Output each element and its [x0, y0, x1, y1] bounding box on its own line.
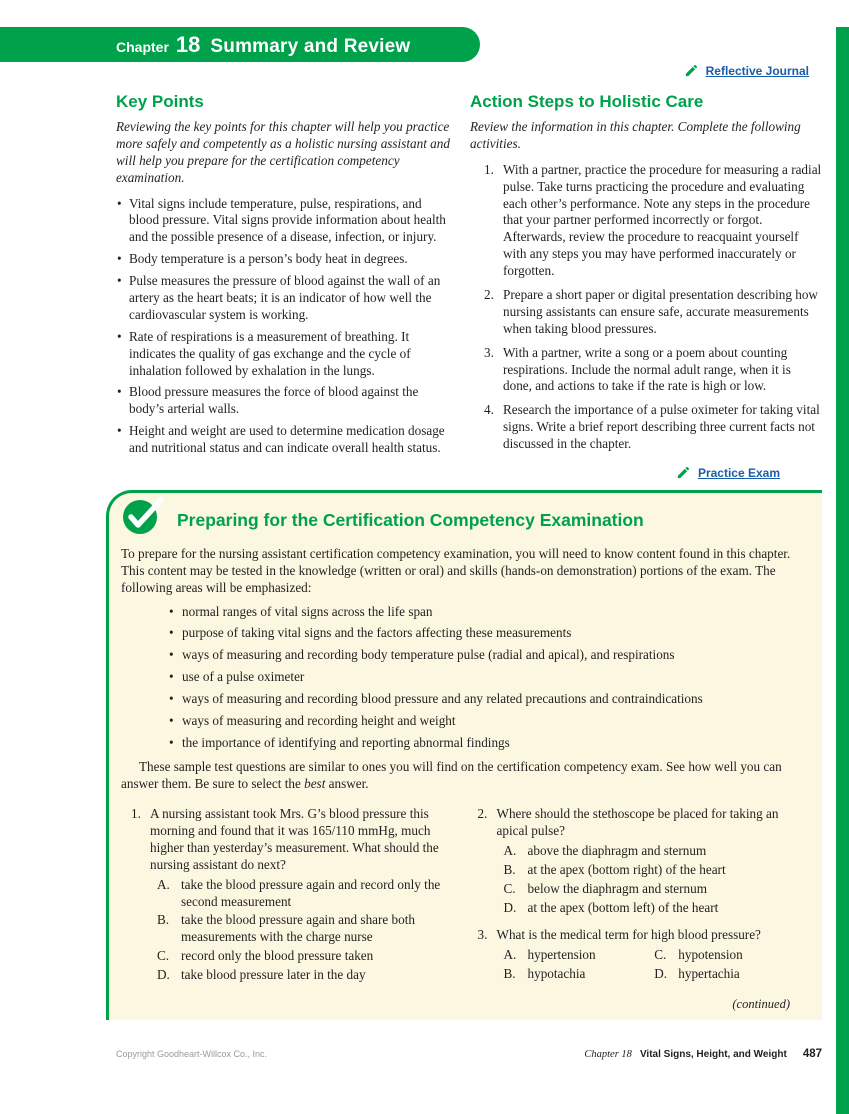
choice-letter: B. [157, 912, 170, 928]
choice-letter: B. [503, 861, 516, 877]
page-number: 487 [802, 1047, 822, 1060]
emphasized-areas-list [169, 604, 804, 752]
item-number: 4. [484, 402, 494, 418]
choice-letter: D. [157, 967, 170, 983]
certification-box [106, 490, 822, 1020]
answer-choice [497, 862, 799, 879]
item-number: 2. [484, 287, 494, 303]
choice-text: take the blood pressure again and share both measurements with the charge nurse [181, 912, 416, 945]
chapter-banner [0, 27, 480, 62]
sample-intro-emphasis: best [304, 775, 326, 791]
key-point-item: • Height and weight are used to determine medication dosage and nutritional status and can indicate overall health status. [116, 423, 450, 457]
choice-text: at the apex (bottom left) of the heart [527, 899, 719, 915]
pencil-icon [676, 465, 691, 480]
answer-choice [497, 843, 799, 860]
question-text: What is the medical term for high blood pressure? [496, 927, 761, 943]
copyright-text: Copyright Goodheart-Willcox Co., Inc. [116, 1048, 268, 1059]
answer-choices [150, 877, 452, 984]
answer-choice [150, 967, 452, 984]
key-points-list [116, 196, 450, 457]
reflective-journal-link[interactable]: Reflective Journal [705, 63, 809, 78]
questions-column-right [478, 806, 799, 995]
question-body [497, 927, 799, 985]
choice-letter: A. [503, 947, 517, 963]
footer-chapter: Chapter 18 [584, 1048, 632, 1060]
question-text: Where should the stethoscope be placed for taking an apical pulse? [496, 806, 779, 838]
pencil-icon [684, 63, 699, 78]
summary-columns [116, 92, 822, 480]
practice-exam-link[interactable]: Practice Exam [697, 465, 780, 480]
choice-text: hypotachia [527, 966, 586, 982]
choice-text: take the blood pressure again and record only the second measurement [181, 876, 441, 909]
choice-letter: D. [503, 899, 517, 915]
answer-choice [150, 912, 452, 946]
action-step-item [484, 287, 822, 338]
sample-questions-intro [121, 758, 804, 792]
page-footer [116, 1048, 822, 1060]
footer-section-title: Vital Signs, Height, and Weight [639, 1048, 787, 1060]
question-number: 2. [477, 806, 488, 822]
certification-intro: To prepare for the nursing assistant certification competency examination, you will need to know content found in this chapter. This content may be tested in the knowledge (written or oral) and skills (hands-on demonstration) portions of the exam. The following areas will be emphasized: [121, 546, 791, 596]
continued-label: (continued) [732, 996, 790, 1011]
checkmark-icon [121, 496, 165, 541]
key-points-heading: Key Points [116, 92, 204, 111]
key-point-item: • Vital signs include temperature, pulse, respirations, and blood pressure. Vital signs provide information about health and the possible presence of a disease, infection, or injury. [116, 196, 450, 247]
chapter-label: Chapter [116, 39, 169, 55]
choice-text: hypotension [678, 947, 743, 963]
answer-choice [647, 966, 798, 983]
item-number: 1. [484, 161, 494, 177]
item-text: Research the importance of a pulse oximeter for taking vital signs. Write a brief report describing three current facts not discussed in the chapter. [503, 402, 820, 452]
item-number: 3. [484, 344, 494, 360]
reflective-journal-row [684, 63, 809, 78]
key-point-item: • Blood pressure measures the force of blood against the body’s arterial walls. [116, 384, 450, 418]
sample-intro-text: These sample test questions are similar to ones you will find on the certification competency exam. See how well you can answer them. Be sure to select the [121, 758, 782, 791]
question [478, 927, 799, 985]
page-edge-bar [836, 27, 849, 1114]
question-number: 1. [131, 806, 141, 822]
key-points-section [116, 92, 450, 480]
practice-exam-row [470, 465, 822, 480]
choice-text: record only the blood pressure taken [181, 948, 374, 964]
answer-choice [497, 966, 648, 983]
answer-choice [497, 900, 799, 917]
choice-letter: B. [503, 966, 516, 982]
answer-choice [647, 947, 798, 964]
question-number: 3. [477, 927, 488, 943]
action-step-item [484, 402, 822, 453]
choice-letter: C. [654, 947, 667, 963]
choice-letter: C. [157, 948, 170, 964]
choice-text: hypertension [527, 947, 596, 963]
emphasized-area-item: • ways of measuring and recording blood pressure and any related precautions and contraindications [169, 691, 804, 708]
action-steps-intro: Review the information in this chapter. Complete the following activities. [470, 119, 801, 151]
question-text: A nursing assistant took Mrs. G’s blood pressure this morning and found that it was 165/110 mmHg, much higher than yesterday’s measurement. What should the nursing assistant do next? [150, 806, 439, 872]
sample-intro-text: answer. [325, 775, 369, 791]
answer-choices [497, 843, 799, 917]
question-body [150, 806, 452, 986]
emphasized-area-item: • purpose of taking vital signs and the factors affecting these measurements [169, 625, 804, 642]
emphasized-area-item: • ways of measuring and recording height and weight [169, 713, 804, 730]
choice-letter: D. [654, 966, 668, 982]
answer-choices [497, 947, 799, 985]
key-point-item: • Body temperature is a person’s body heat in degrees. [116, 251, 450, 268]
action-steps-section [470, 92, 822, 480]
certification-box-title: Preparing for the Certification Competency Examination [177, 510, 644, 531]
action-step-item [484, 162, 822, 280]
item-text: With a partner, practice the procedure for measuring a radial pulse. Take turns practicing the procedure and evaluating each other’s performance. Note any steps in the procedure that your partner performed incorrectly or forgot. Afterwards, review the procedure to reacquaint yourself with any steps you may have performed inaccurately or forgotten. [503, 161, 822, 279]
sample-questions [121, 806, 804, 995]
answer-choice [497, 881, 799, 898]
emphasized-area-item: • use of a pulse oximeter [169, 669, 804, 686]
answer-choice [150, 948, 452, 965]
question [131, 806, 452, 986]
choice-letter: C. [503, 880, 516, 896]
key-point-item: • Pulse measures the pressure of blood against the wall of an artery as the heart beats; it is an indicator of how well the cardiovascular system is working. [116, 273, 450, 324]
action-steps-list [470, 162, 822, 453]
action-step-item [484, 345, 822, 396]
emphasized-area-item: • normal ranges of vital signs across the life span [169, 604, 804, 621]
item-text: With a partner, write a song or a poem about counting respirations. Include the normal adult range, when it is done, and actions to take if the rate is high or low. [503, 344, 791, 394]
choice-text: take blood pressure later in the day [181, 967, 366, 983]
chapter-banner-title: Summary and Review [210, 36, 411, 57]
emphasized-area-item: • ways of measuring and recording body temperature pulse (radial and apical), and respirations [169, 647, 804, 664]
choice-text: above the diaphragm and sternum [527, 842, 707, 858]
answer-choice [150, 877, 452, 911]
question [478, 806, 799, 918]
choice-letter: A. [503, 842, 517, 858]
choice-text: at the apex (bottom right) of the heart [527, 861, 726, 877]
chapter-number: 18 [175, 32, 201, 57]
answer-choice [497, 947, 648, 964]
choice-letter: A. [157, 876, 170, 892]
questions-column-left [131, 806, 452, 995]
choice-text: below the diaphragm and sternum [527, 880, 707, 896]
emphasized-area-item: • the importance of identifying and reporting abnormal findings [169, 735, 804, 752]
item-text: Prepare a short paper or digital presentation describing how nursing assistants can ensure safe, accurate measurements when taking blood pressures. [503, 287, 818, 336]
question-body [497, 806, 799, 918]
footer-right [584, 1048, 822, 1060]
key-points-intro: Reviewing the key points for this chapter will help you practice more safely and competently as a holistic nursing assistant and will help you prepare for the certification competency examination. [116, 119, 450, 185]
choice-text: hypertachia [678, 966, 740, 982]
key-point-item: • Rate of respirations is a measurement of breathing. It indicates the quality of gas exchange and the cycle of inhalation followed by exhalation in the lungs. [116, 329, 450, 380]
action-steps-heading: Action Steps to Holistic Care [470, 92, 704, 111]
